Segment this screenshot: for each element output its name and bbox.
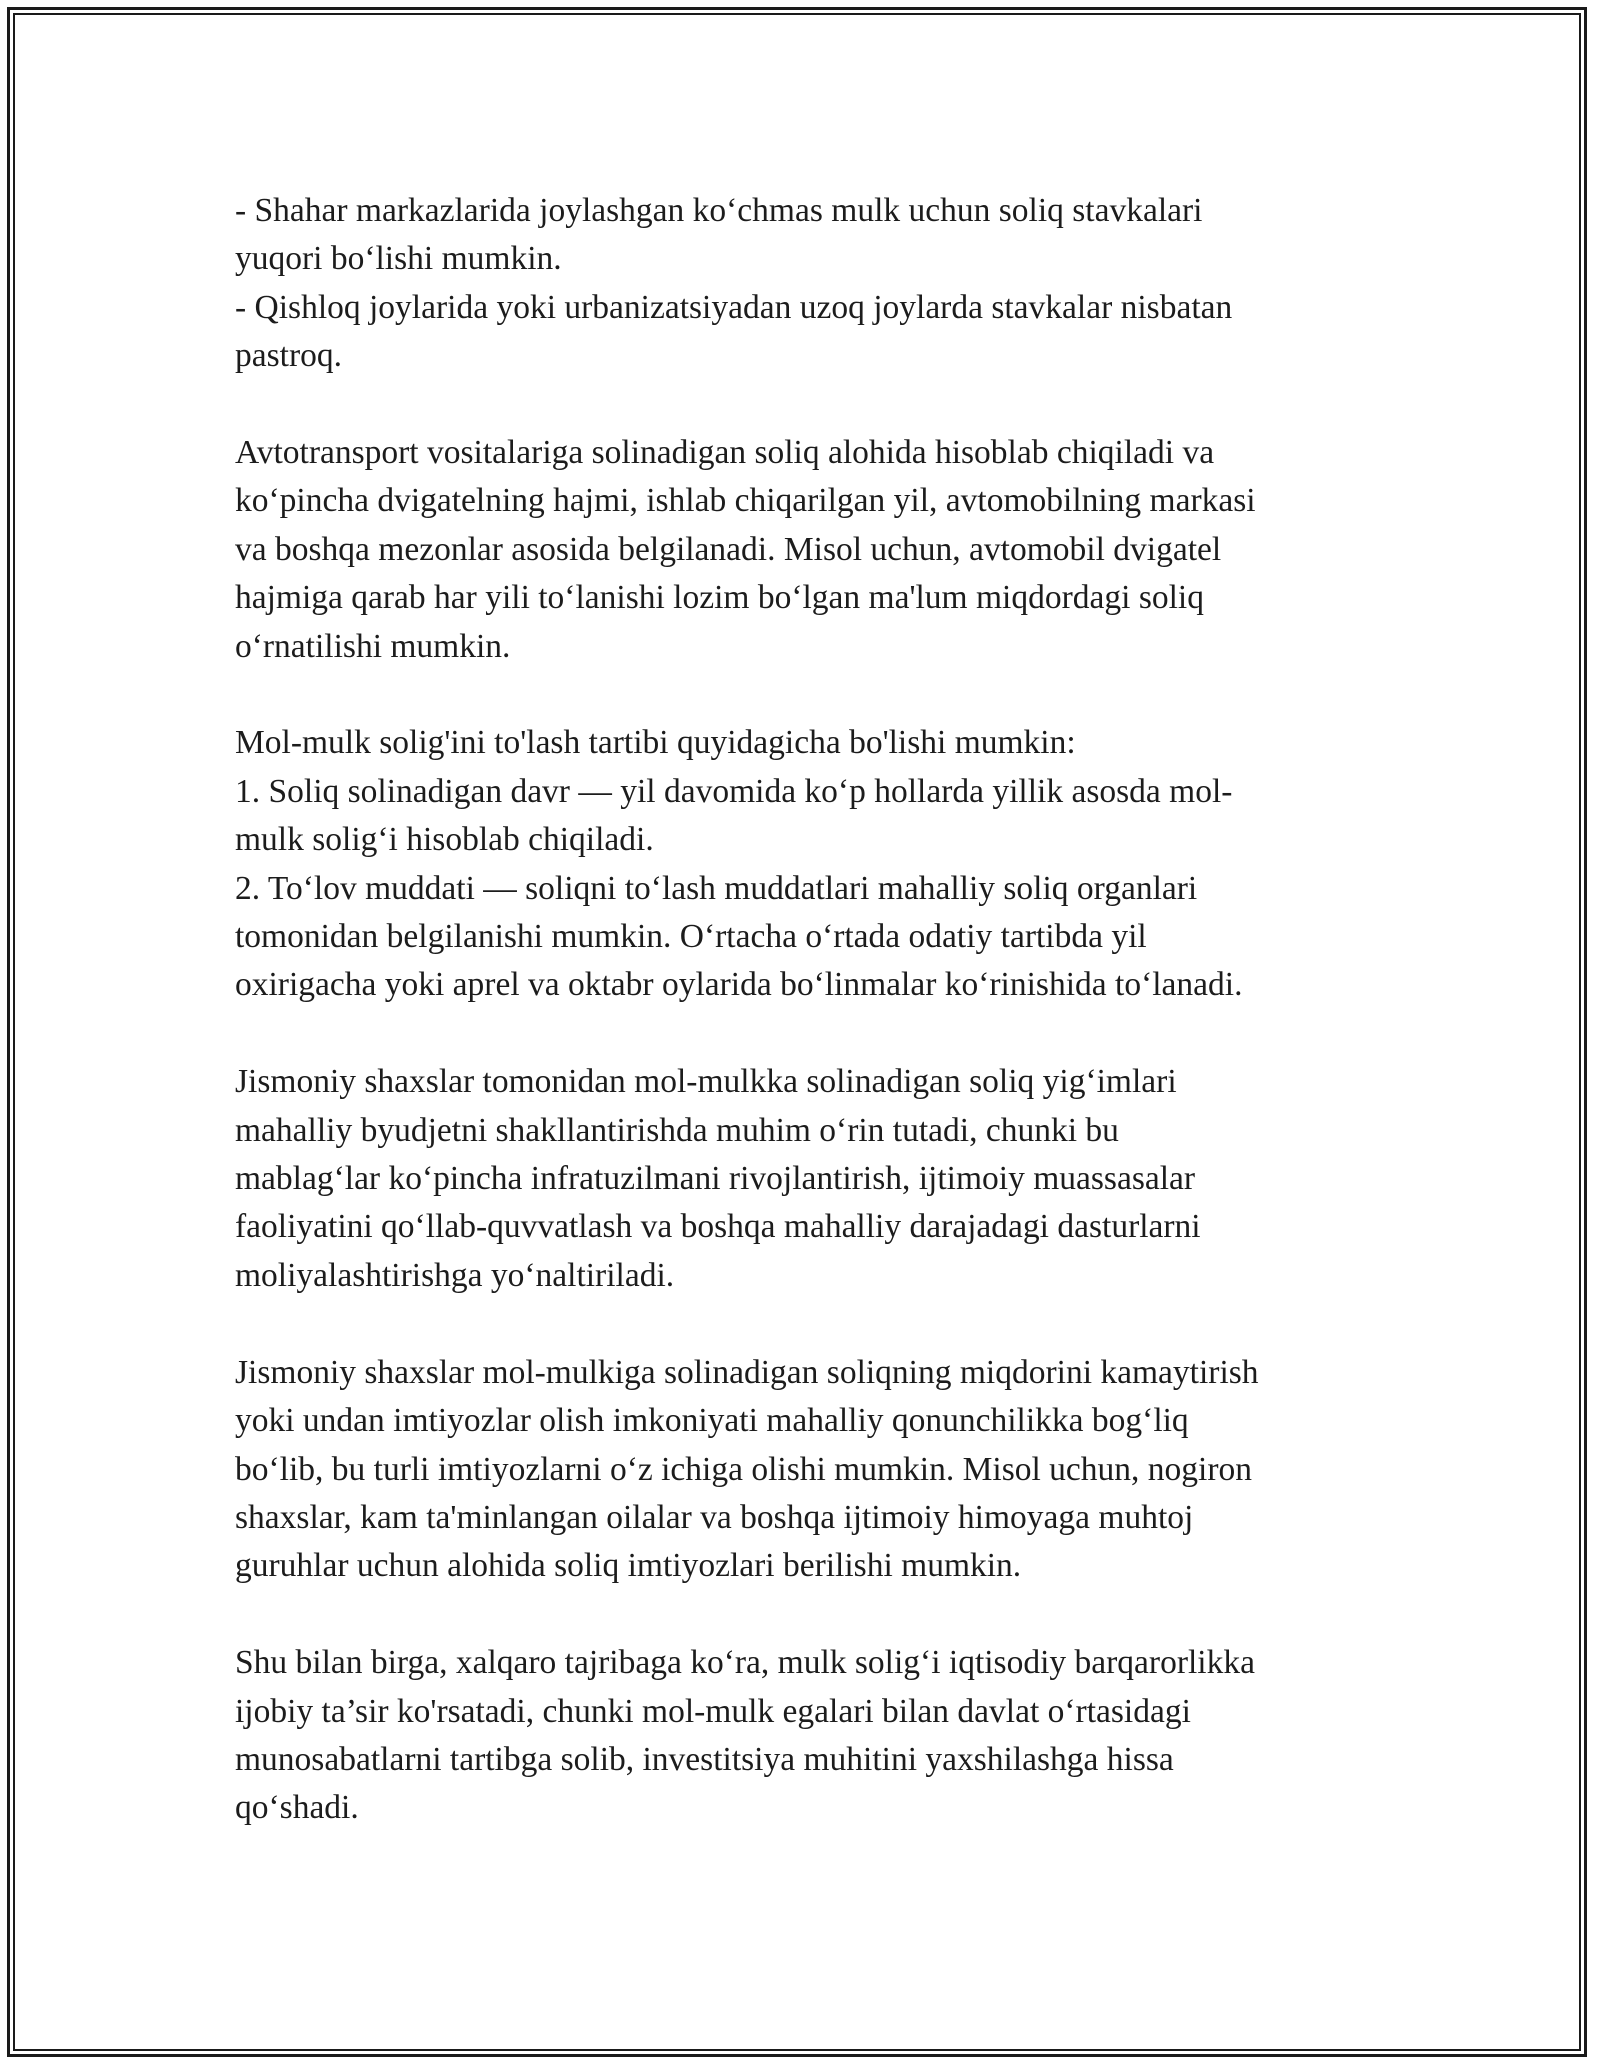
text-line: Jismoniy shaxslar tomonidan mol-mulkka solinadigan soliq yig‘imlari bbox=[235, 1063, 1177, 1101]
text-line: shaxslar, kam ta'minlangan oilalar va boshqa ijtimoiy himoyaga muhtoj bbox=[235, 1498, 1194, 1536]
text-line: tomonidan belgilanishi mumkin. O‘rtacha o‘rtada odatiy tartibda yil bbox=[235, 918, 1147, 956]
text-line: yuqori bo‘lishi mumkin. bbox=[235, 240, 562, 278]
text-line: 2. To‘lov muddati — soliqni to‘lash muddatlari mahalliy soliq organlari bbox=[235, 869, 1198, 907]
paragraph-payment-order bbox=[235, 719, 1375, 1009]
text-line: mulk solig‘i hisoblab chiqiladi. bbox=[235, 821, 654, 859]
text-line: Avtotransport vositalariga solinadigan soliq alohida hisoblab chiqiladi va bbox=[235, 434, 1215, 472]
text-line: yoki undan imtiyozlar olish imkoniyati mahalliy qonunchilikka bog‘liq bbox=[235, 1402, 1189, 1440]
paragraph-vehicle-tax bbox=[235, 429, 1375, 671]
text-line: moliyalashtirishga yo‘naltiriladi. bbox=[235, 1256, 675, 1294]
text-line: mablag‘lar ko‘pincha infratuzilmani rivojlantirish, ijtimoiy muassasalar bbox=[235, 1160, 1196, 1198]
text-line: guruhlar uchun alohida soliq imtiyozlari berilishi mumkin. bbox=[235, 1547, 1022, 1585]
text-line: oxirigacha yoki aprel va oktabr oylarida bo‘linmalar ko‘rinishida to‘lanadi. bbox=[235, 966, 1243, 1004]
document-body bbox=[235, 187, 1375, 1833]
paragraph-international-experience bbox=[235, 1639, 1375, 1833]
text-line: pastroq. bbox=[235, 337, 342, 375]
text-line: va boshqa mezonlar asosida belgilanadi. Misol uchun, avtomobil dvigatel bbox=[235, 530, 1222, 568]
text-line: bo‘lib, bu turli imtiyozlarni o‘z ichiga olishi mumkin. Misol uchun, nogiron bbox=[235, 1450, 1252, 1488]
paragraph-local-budget bbox=[235, 1058, 1375, 1300]
text-line: - Qishloq joylarida yoki urbanizatsiyadan uzoq joylarda stavkalar nisbatan bbox=[235, 288, 1233, 326]
paragraph-location-rates bbox=[235, 187, 1375, 381]
text-line: Mol-mulk solig'ini to'lash tartibi quyidagicha bo'lishi mumkin: bbox=[235, 724, 1076, 762]
text-line: mahalliy byudjetni shakllantirishda muhim o‘rin tutadi, chunki bu bbox=[235, 1111, 1119, 1149]
text-line: ko‘pincha dvigatelning hajmi, ishlab chiqarilgan yil, avtomobilning markasi bbox=[235, 482, 1256, 520]
text-line: Shu bilan birga, xalqaro tajribaga ko‘ra, mulk solig‘i iqtisodiy barqarorlikka bbox=[235, 1644, 1255, 1682]
text-line: faoliyatini qo‘llab-quvvatlash va boshqa mahalliy darajadagi dasturlarni bbox=[235, 1208, 1201, 1246]
text-line: munosabatlarni tartibga solib, investitsiya muhitini yaxshilashga hissa bbox=[235, 1740, 1174, 1778]
text-line: o‘rnatilishi mumkin. bbox=[235, 627, 511, 665]
text-line: ijobiy ta’sir ko'rsatadi, chunki mol-mulk egalari bilan davlat o‘rtasidagi bbox=[235, 1692, 1191, 1730]
text-line: Jismoniy shaxslar mol-mulkiga solinadigan soliqning miqdorini kamaytirish bbox=[235, 1353, 1259, 1391]
text-line: 1. Soliq solinadigan davr — yil davomida ko‘p hollarda yillik asosda mol- bbox=[235, 772, 1233, 810]
paragraph-tax-benefits bbox=[235, 1349, 1375, 1591]
text-line: hajmiga qarab har yili to‘lanishi lozim bo‘lgan ma'lum miqdordagi soliq bbox=[235, 579, 1204, 617]
text-line: qo‘shadi. bbox=[235, 1789, 359, 1827]
text-line: - Shahar markazlarida joylashgan ko‘chmas mulk uchun soliq stavkalari bbox=[235, 192, 1203, 229]
